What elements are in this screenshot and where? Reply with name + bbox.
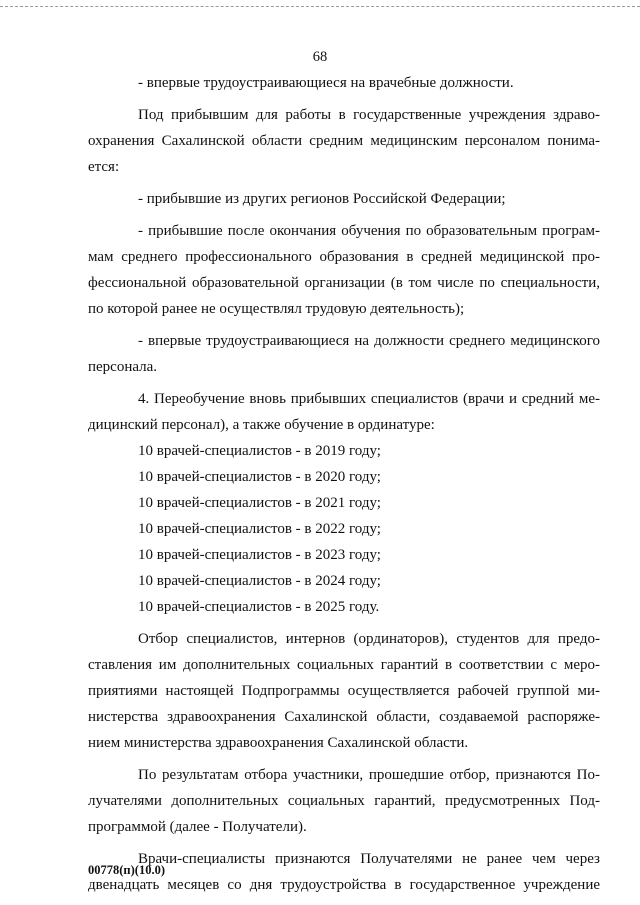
list-item: 10 врачей-специалистов - в 2025 году. bbox=[138, 599, 380, 615]
text-line: 4. Переобучение вновь прибывших специалистов (врачи и средний ме- bbox=[138, 391, 600, 407]
page-number: 68 bbox=[312, 49, 328, 65]
text-line: - прибывшие после окончания обучения по образовательным програм- bbox=[138, 223, 600, 239]
text-line: По результатам отбора участники, прошедшие отбор, признаются По- bbox=[138, 767, 600, 783]
text-line: дицинский персонал), а также обучение в ординатуре: bbox=[88, 417, 435, 433]
list-item: 10 врачей-специалистов - в 2020 году; bbox=[138, 469, 381, 485]
text-line: ется: bbox=[88, 159, 120, 175]
list-item: 10 врачей-специалистов - в 2022 году; bbox=[138, 521, 381, 537]
text-line: нием министерства здравоохранения Сахалинской области. bbox=[88, 735, 469, 751]
scan-edge-line bbox=[0, 6, 640, 7]
list-item: 10 врачей-специалистов - в 2021 году; bbox=[138, 495, 381, 511]
text-line: - впервые трудоустраивающиеся на должности среднего медицинского bbox=[138, 333, 600, 349]
text-line: лучателями дополнительных социальных гарантий, предусмотренных Под- bbox=[88, 793, 600, 809]
list-item: 10 врачей-специалистов - в 2024 году; bbox=[138, 573, 381, 589]
list-item: 10 врачей-специалистов - в 2023 году; bbox=[138, 547, 381, 563]
list-item: 10 врачей-специалистов - в 2019 году; bbox=[138, 443, 381, 459]
text-line: по которой ранее не осуществлял трудовую деятельность); bbox=[88, 301, 465, 317]
text-line: программой (далее - Получатели). bbox=[88, 819, 307, 835]
text-line: - впервые трудоустраивающиеся на врачебные должности. bbox=[138, 75, 514, 91]
text-line: двенадцать месяцев со дня трудоустройства в государственное учреждение bbox=[88, 877, 600, 893]
text-line: приятиями настоящей Подпрограммы осуществляется рабочей группой ми- bbox=[88, 683, 600, 699]
document-code: 00778(п)(10.0) bbox=[88, 863, 165, 877]
text-line: Под прибывшим для работы в государственные учреждения здраво- bbox=[138, 107, 600, 123]
text-line: нистерства здравоохранения Сахалинской области, создаваемой распоряже- bbox=[88, 709, 600, 725]
text-line: - прибывшие из других регионов Российской Федерации; bbox=[138, 191, 506, 207]
text-line: Отбор специалистов, интернов (ординаторов), студентов для предо- bbox=[138, 631, 600, 647]
text-line: персонала. bbox=[88, 359, 158, 375]
text-line: фессиональной образовательной организации (в том числе по специальности, bbox=[88, 275, 600, 291]
text-line: охранения Сахалинской области средним медицинским персоналом понима- bbox=[88, 133, 600, 149]
text-line: мам среднего профессионального образования в средней медицинской про- bbox=[88, 249, 600, 265]
text-line: Врачи-специалисты признаются Получателями не ранее чем через bbox=[138, 851, 600, 867]
text-line: ставления им дополнительных социальных гарантий в соответствии с меро- bbox=[88, 657, 600, 673]
document-body bbox=[88, 70, 600, 898]
